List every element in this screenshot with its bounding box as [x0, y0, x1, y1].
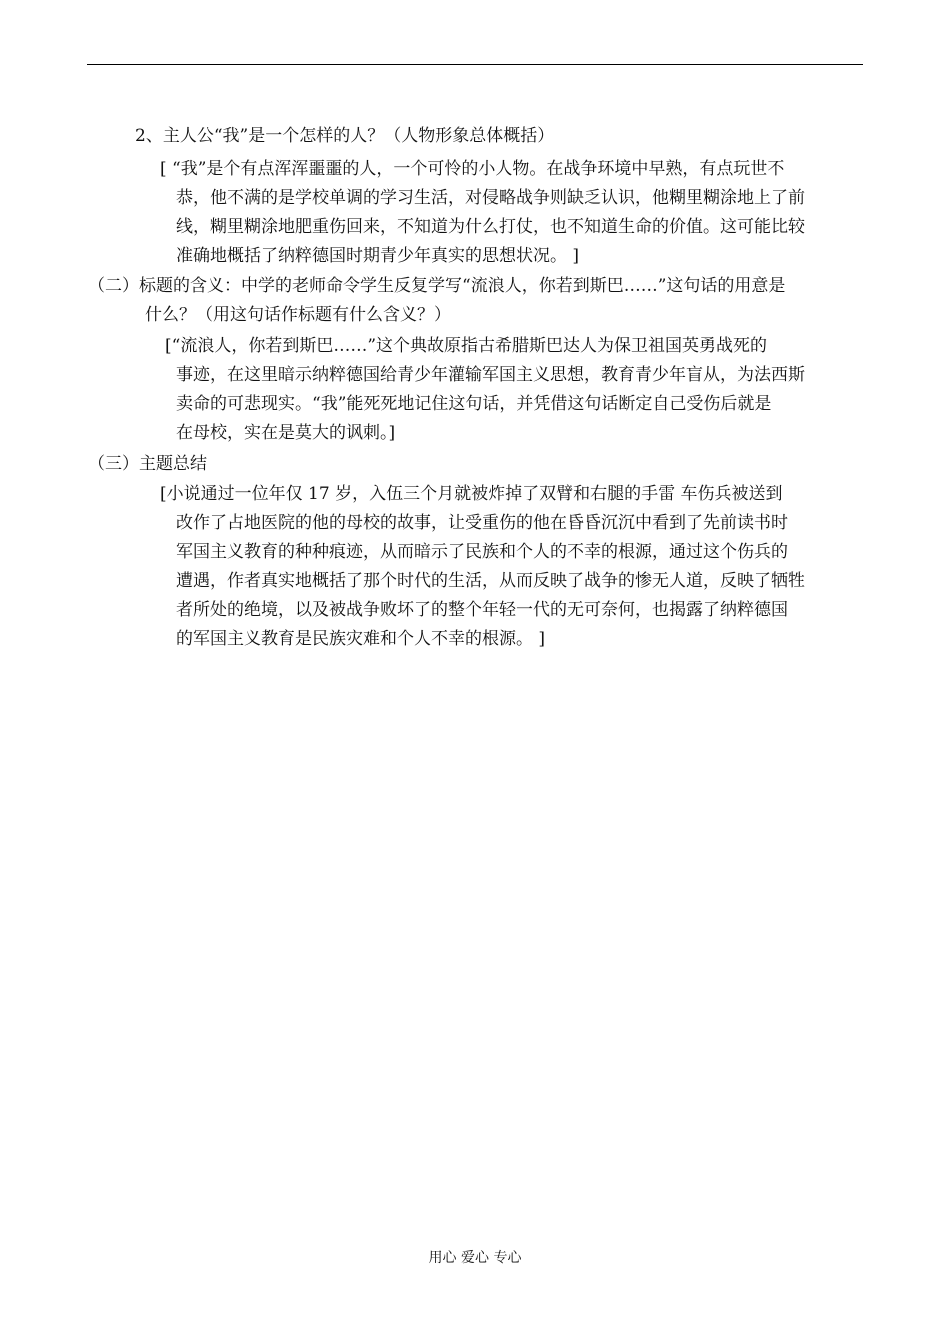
title-meaning-answer-line-3: 卖命的可悲现实。“我”能死死地记住这句话，并凭借这句话断定自己受伤后就是: [176, 394, 772, 414]
theme-answer-line-6: 的军国主义教育是民族灾难和个人不幸的根源。 ]: [176, 629, 546, 649]
page-footer: 用心 爱心 专心: [428, 1250, 522, 1266]
title-meaning-answer-line-4: 在母校，实在是莫大的讽刺。]: [176, 423, 396, 443]
theme-answer-line-1: [小说通过一位年仅 17 岁，入伍三个月就被炸掉了双臂和右腿的手雷 车伤兵被送到: [160, 484, 783, 504]
question-2: 2、主人公“我”是一个怎样的人？（人物形象总体概括）: [135, 126, 555, 146]
header-rule: [87, 64, 863, 65]
theme-heading: （三）主题总结: [88, 454, 207, 474]
theme-answer-line-5: 者所处的绝境，以及被战争败坏了的整个年轻一代的无可奈何，也揭露了纳粹德国: [176, 600, 788, 620]
theme-answer-line-4: 遭遇，作者真实地概括了那个时代的生活，从而反映了战争的惨无人道，反映了牺牲: [176, 571, 805, 591]
answer-2-line-1: [ “我”是个有点浑浑噩噩的人，一个可怜的小人物。在战争环境中早熟，有点玩世不: [160, 159, 785, 179]
theme-answer-line-3: 军国主义教育的种种痕迹，从而暗示了民族和个人的不幸的根源，通过这个伤兵的: [176, 542, 788, 562]
title-meaning-question-line-1: （二）标题的含义：中学的老师命令学生反复学写“流浪人，你若到斯巴……”这句话的用意是: [88, 276, 786, 296]
title-meaning-answer-line-2: 事迹，在这里暗示纳粹德国给青少年灌输军国主义思想，教育青少年盲从，为法西斯: [176, 365, 805, 385]
theme-answer-line-2: 改作了占地医院的他的母校的故事，让受重伤的他在昏昏沉沉中看到了先前读书时: [176, 513, 788, 533]
answer-2-line-2: 恭，他不满的是学校单调的学习生活，对侵略战争则缺乏认识，他糊里糊涂地上了前: [176, 188, 805, 208]
title-meaning-question-line-2: 什么？（用这句话作标题有什么含义？）: [145, 305, 451, 325]
title-meaning-answer-line-1: [“流浪人，你若到斯巴……”这个典故原指古希腊斯巴达人为保卫祖国英勇战死的: [165, 336, 768, 356]
answer-2-line-4: 准确地概括了纳粹德国时期青少年真实的思想状况。 ]: [176, 246, 580, 266]
answer-2-line-3: 线，糊里糊涂地肥重伤回来，不知道为什么打仗，也不知道生命的价值。这可能比较: [176, 217, 805, 237]
